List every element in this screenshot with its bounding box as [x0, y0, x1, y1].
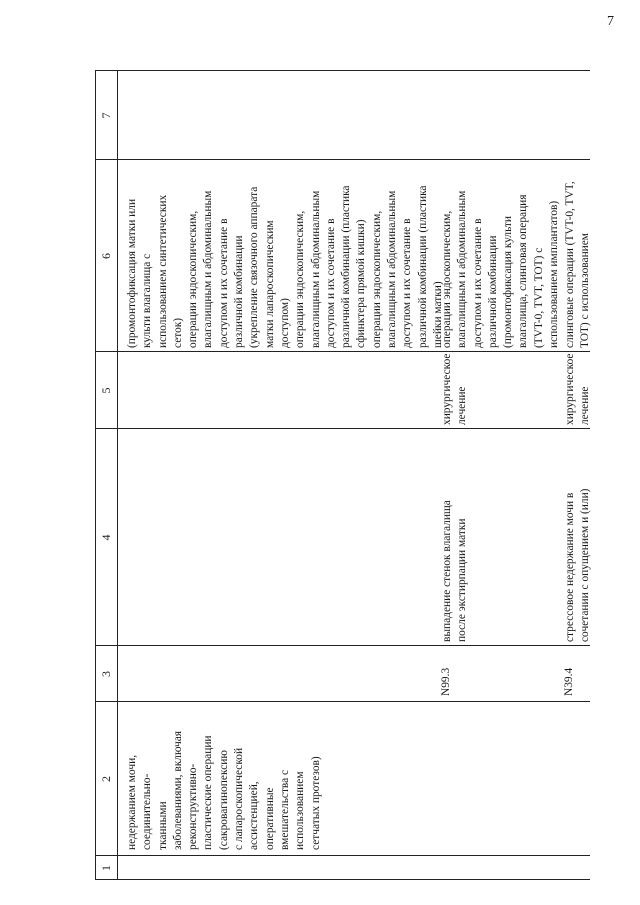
header-col-2: 2: [99, 776, 113, 782]
text-line: операции эндоскопическим,: [187, 210, 200, 348]
col-line-4: [95, 428, 590, 429]
col-line-2: [95, 701, 590, 702]
page-number: 7: [607, 14, 614, 29]
text-line: использованием: [294, 771, 307, 850]
text-line: с лапароскопической: [233, 747, 246, 850]
text-line: тканными: [156, 801, 169, 850]
row-2-methods: [563, 162, 594, 348]
text-line: операции эндоскопическим,: [294, 210, 307, 348]
header-col-3: 3: [99, 671, 113, 677]
text-line: (укрепление связочного аппарата: [248, 186, 261, 348]
row-2-code: N39.4: [563, 667, 575, 696]
header-col-4: 4: [99, 534, 113, 541]
text-line: использованием синтетических: [156, 194, 169, 348]
text-line: шейки матки): [431, 281, 444, 348]
row-1-diagnosis: [440, 432, 471, 642]
text-line: (промонтофиксация культи: [502, 216, 515, 348]
text-line: влагалищным и абдоминальным: [386, 190, 399, 348]
text-line: влагалищным и абдоминальным: [456, 190, 469, 348]
text-line: различной комбинации: [486, 235, 499, 348]
text-line: матки лапароскопическим: [263, 220, 276, 348]
group-methods-cell: [125, 162, 446, 348]
text-line: различной комбинации (пластика: [340, 185, 353, 348]
text-line: культи влагалища с: [141, 253, 154, 348]
text-line: слинговые операции (TVT-0, TVT,: [564, 181, 576, 348]
rotated-table: [95, 70, 590, 880]
text-line: сочетании с опущением и (или): [579, 488, 592, 642]
col-line-1: [95, 855, 590, 856]
text-line: пластические операции: [202, 735, 215, 850]
text-line: (сакровагинопексию: [217, 750, 230, 850]
text-line: (промонтофиксация матки или: [126, 198, 138, 348]
text-line: доступом и их сочетание в: [401, 218, 414, 348]
text-line: использованием имплантатов): [548, 200, 561, 348]
text-line: влагалищным и абдоминальным: [202, 190, 215, 348]
text-line: соединительно-: [141, 773, 154, 850]
header-col-1: 1: [99, 865, 113, 871]
row-1-code: N99.3: [440, 667, 452, 696]
header-col-7: 7: [99, 112, 113, 119]
text-line: стрессовое недержание мочи в: [564, 492, 576, 642]
text-line: недержанием мочи,: [126, 754, 138, 850]
text-line: после экстирпации матки: [456, 518, 469, 642]
text-line: доступом и их сочетание в: [324, 218, 337, 348]
text-line: выпадение стенок влагалища: [441, 500, 453, 642]
text-line: влагалищным и абдоминальным: [309, 190, 322, 348]
text-line: вмешательства с: [278, 769, 291, 850]
text-line: влагалища, слинговая операция: [517, 194, 530, 348]
text-line: ассистенцией,: [248, 781, 261, 850]
text-line: доступом): [278, 298, 291, 348]
text-line: доступом и их сочетание в: [217, 218, 230, 348]
text-line: различной комбинации (пластика: [416, 185, 429, 348]
text-line: сеток): [171, 317, 184, 348]
text-line: операции эндоскопическим,: [370, 210, 383, 348]
text-line: оперативные: [263, 787, 276, 850]
row-2-treatment: хирургическое лечение: [564, 353, 592, 425]
row-1-treatment: хирургическое лечение: [441, 353, 469, 425]
table-right-border: [95, 70, 590, 71]
col-line-5: [95, 351, 590, 352]
text-line: сетчатых протезов): [309, 756, 322, 850]
col-line-6: [95, 159, 590, 160]
row-2-diagnosis: [563, 432, 594, 642]
text-line: доступом и их сочетание в: [471, 218, 484, 348]
header-col-6: 6: [99, 253, 113, 259]
text-line: заболеваниями, включая: [171, 730, 184, 850]
table-left-border: [95, 879, 590, 880]
text-line: (TVT-0, TVT, TOT) с: [532, 247, 545, 348]
row-1-methods: [440, 162, 562, 348]
text-line: реконструктивно-: [187, 763, 200, 850]
text-line: операции эндоскопическим,: [441, 210, 453, 348]
header-col-5: 5: [99, 387, 113, 394]
text-line: сфинктера прямой кишки): [355, 219, 368, 348]
group-name-cell: [125, 706, 324, 850]
col-line-3: [95, 645, 590, 646]
text-line: различной комбинации: [233, 235, 246, 348]
header-separator: [117, 70, 118, 880]
text-line: TOT) с использованием: [579, 232, 592, 348]
